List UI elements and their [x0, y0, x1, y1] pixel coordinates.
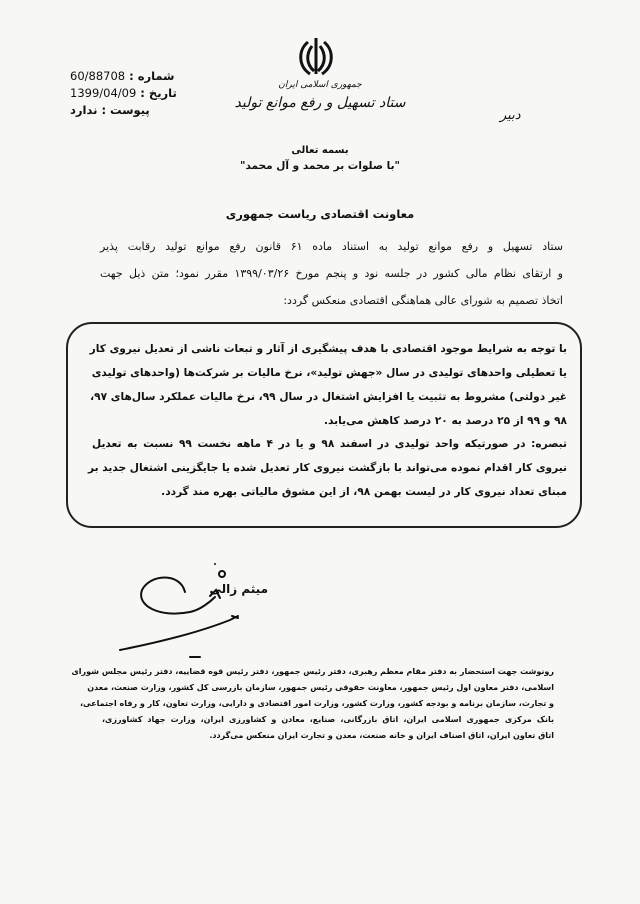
- resolution-line: ۹۸ و ۹۹ از ۲۵ درصد به ۲۰ درصد کاهش می‌یابد.: [324, 415, 567, 427]
- signatory-name: میثم زالی: [209, 582, 268, 596]
- note-line: نیروی کار اقدام نموده می‌تواند با بازگشت نیروی کار تعدیل شده یا جایگزینی اشتغال جدید بر: [87, 462, 567, 474]
- signature-icon: [100, 552, 270, 652]
- note-line: تبصره: در صورتیکه واحد تولیدی در اسفند ۹۸ و یا در ۴ ماهه نخست ۹۹ نسبت به تعدیل: [92, 438, 567, 450]
- emblem-icon: [296, 36, 336, 78]
- note-line: مبنای تعداد نیروی کار در لیست بهمن ۹۸، از این مشوق مالیاتی بهره مند گردد.: [161, 486, 567, 498]
- salutation: "با صلوات بر محمد و آل محمد": [240, 160, 400, 172]
- invocation: بسمه تعالی: [291, 145, 349, 156]
- secretary-label: دبیر: [500, 108, 521, 123]
- attachment-row: پیوست : ندارد: [70, 103, 150, 117]
- resolution-line: با توجه به شرایط موجود اقتصادی با هدف پیشگیری از آثار و تبعات ناشی از تعدیل نیروی کار: [89, 343, 567, 355]
- date-row: تاریخ : 1399/04/09: [70, 86, 177, 100]
- resolution-line: غیر دولتی) مشروط به تثبیت یا افزایش اشتغال در سال ۹۹، نرخ مالیات عملکرد سال‌های ۹۷،: [90, 391, 567, 403]
- organization-name: ستاد تسهیل و رفع موانع تولید: [234, 95, 406, 111]
- recipient: معاونت اقتصادی ریاست جمهوری: [225, 207, 415, 221]
- cc-line: بانک مرکزی جمهوری اسلامی ایران، اتاق بازرگانی، صنایع، معادن و کشاورزی ایران، وزارت جهاد کشاورزی،: [102, 715, 554, 724]
- intro-line: ستاد تسهیل و رفع موانع تولید به استناد ماده ۶۱ قانون رفع موانع تولید رقابت پذیر: [100, 240, 563, 253]
- number-row: شماره : 60/88708: [70, 69, 175, 83]
- cc-line: و تجارت، سازمان برنامه و بودجه کشور، وزارت کشور، وزارت امور اقتصادی و دارایی، وزارت تعاون، کار و رفاه اجتماعی،: [79, 699, 554, 708]
- resolution-line: یا تعطیلی واحدهای تولیدی در سال «جهش تولید»، نرخ مالیات بر شرکت‌ها (واحدهای تولیدی: [91, 367, 567, 379]
- intro-line: اتخاذ تصمیم به شورای عالی هماهنگی اقتصادی منعکس گردد:: [283, 294, 563, 307]
- cc-line: اسلامی، دفتر معاون اول رئیس جمهور، معاونت حقوقی رئیس جمهور، سازمان بازرسی کل کشور، وزارت صنعت، معدن: [87, 683, 554, 692]
- intro-line: و ارتقای نظام مالی کشور در جلسه نود و پنجم مورخ ۱۳۹۹/۰۳/۲۶ مقرر نمود؛ متن ذیل جهت: [100, 267, 563, 280]
- country-name: جمهوری اسلامی ایران: [278, 80, 362, 90]
- cc-line: اتاق تعاون ایران، اتاق اصناف ایران و خانه صنعت، معدن و تجارت ایران منعکس می‌گردد.: [209, 731, 554, 740]
- document-meta: [70, 68, 180, 119]
- cc-line: رونوشت جهت استحضار به دفتر مقام معظم رهبری، دفتر رئیس جمهور، دفتر رئیس قوه قضاییه، دفتر رئیس مجلس شورای: [71, 667, 554, 676]
